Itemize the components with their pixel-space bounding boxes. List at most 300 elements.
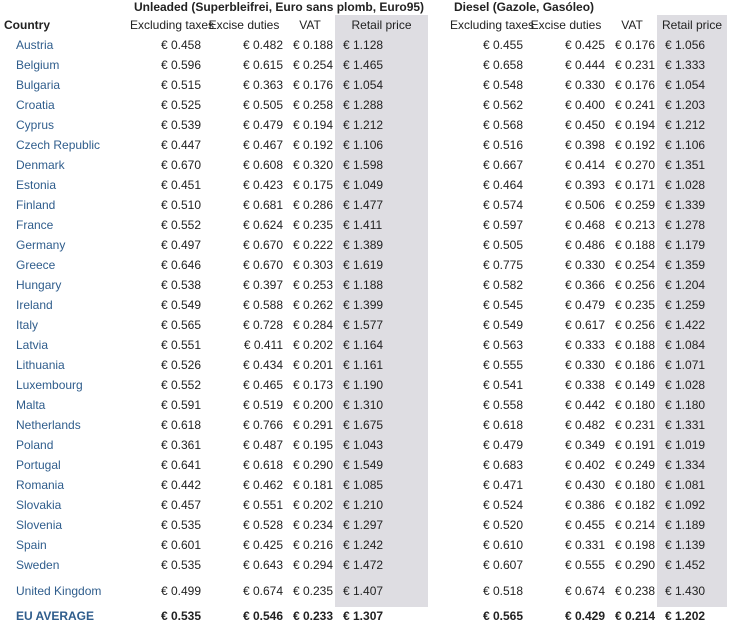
unleaded-vat-cell: € 0.181 bbox=[292, 478, 333, 492]
column-gap bbox=[428, 415, 450, 435]
country-link[interactable]: Luxembourg bbox=[16, 378, 83, 392]
diesel-vat-cell: € 0.235 bbox=[614, 298, 655, 312]
column-gap bbox=[727, 115, 753, 135]
diesel-retail-price-cell: € 1.204 bbox=[657, 275, 727, 295]
column-header-row bbox=[0, 15, 753, 35]
column-gap bbox=[727, 275, 753, 295]
column-gap bbox=[727, 295, 753, 315]
column-gap bbox=[428, 495, 450, 515]
diesel-excluding-taxes-cell: € 0.479 bbox=[482, 438, 523, 452]
column-gap bbox=[428, 215, 450, 235]
unleaded-excise-duties-cell: € 0.487 bbox=[242, 438, 283, 452]
unleaded-excluding-taxes-cell: € 0.457 bbox=[160, 498, 201, 512]
column-gap bbox=[727, 35, 753, 55]
unleaded-excise-duties-cell: € 0.615 bbox=[242, 58, 283, 72]
unleaded-retail-price-cell: € 1.598 bbox=[335, 155, 428, 175]
column-gap bbox=[428, 195, 450, 215]
column-gap bbox=[727, 75, 753, 95]
country-link[interactable]: Hungary bbox=[16, 278, 62, 292]
diesel-vat-cell: € 0.182 bbox=[614, 498, 655, 512]
country-link[interactable]: Italy bbox=[16, 318, 39, 332]
diesel-excise-duties-cell: € 0.331 bbox=[564, 538, 605, 552]
unleaded-retail-price-cell: € 1.043 bbox=[335, 435, 428, 455]
unleaded-excluding-taxes-cell: € 0.646 bbox=[160, 258, 201, 272]
unleaded-vat-cell: € 0.176 bbox=[292, 78, 333, 92]
country-link[interactable]: Romania bbox=[16, 478, 65, 492]
unleaded-excise-duties-cell: € 0.363 bbox=[242, 78, 283, 92]
column-gap bbox=[727, 315, 753, 335]
country-link[interactable]: Portugal bbox=[16, 458, 61, 472]
unleaded-vat-cell: € 0.188 bbox=[292, 38, 333, 52]
unleaded-retail-price-cell: € 1.242 bbox=[335, 535, 428, 555]
unleaded-excluding-taxes-header: Excluding taxes bbox=[130, 18, 215, 32]
column-gap bbox=[428, 575, 450, 607]
diesel-retail-price-cell: € 1.180 bbox=[657, 395, 727, 415]
unleaded-excise-duties-cell: € 0.505 bbox=[242, 98, 283, 112]
diesel-vat-header: VAT bbox=[621, 18, 643, 32]
country-link[interactable]: Germany bbox=[16, 238, 66, 252]
unleaded-vat-cell: € 0.258 bbox=[292, 98, 333, 112]
unleaded-retail-price-cell: € 1.310 bbox=[335, 395, 428, 415]
group-header-row bbox=[0, 0, 753, 15]
table-row bbox=[0, 495, 753, 515]
diesel-vat-cell: € 0.290 bbox=[614, 558, 655, 572]
country-link[interactable]: Lithuania bbox=[16, 358, 65, 372]
table-row bbox=[0, 515, 753, 535]
diesel-excluding-taxes-cell: € 0.455 bbox=[482, 38, 523, 52]
table-row bbox=[0, 555, 753, 575]
table-row bbox=[0, 575, 753, 607]
diesel-retail-price-cell: € 1.056 bbox=[657, 35, 727, 55]
diesel-vat-cell: € 0.214 bbox=[614, 518, 655, 532]
unleaded-vat-cell: € 0.303 bbox=[292, 258, 333, 272]
diesel-excluding-taxes-cell: € 0.524 bbox=[482, 498, 523, 512]
column-gap bbox=[727, 355, 753, 375]
table-row bbox=[0, 75, 753, 95]
column-gap bbox=[428, 95, 450, 115]
unleaded-retail-price-cell: € 1.164 bbox=[335, 335, 428, 355]
country-link[interactable]: Netherlands bbox=[16, 418, 81, 432]
diesel-vat-cell: € 0.270 bbox=[614, 158, 655, 172]
unleaded-retail-price-cell: € 1.307 bbox=[335, 607, 428, 625]
diesel-retail-price-cell: € 1.212 bbox=[657, 115, 727, 135]
column-gap bbox=[727, 395, 753, 415]
column-gap bbox=[428, 475, 450, 495]
unleaded-excluding-taxes-cell: € 0.591 bbox=[160, 398, 201, 412]
unleaded-excluding-taxes-cell: € 0.497 bbox=[160, 238, 201, 252]
diesel-vat-cell: € 0.214 bbox=[614, 609, 655, 623]
diesel-vat-cell: € 0.259 bbox=[614, 198, 655, 212]
unleaded-excluding-taxes-cell: € 0.670 bbox=[160, 158, 201, 172]
country-link[interactable]: Denmark bbox=[16, 158, 65, 172]
diesel-retail-price-cell: € 1.028 bbox=[657, 175, 727, 195]
diesel-excise-duties-cell: € 0.455 bbox=[564, 518, 605, 532]
diesel-excluding-taxes-cell: € 0.558 bbox=[482, 398, 523, 412]
unleaded-excise-duties-cell: € 0.465 bbox=[242, 378, 283, 392]
diesel-excluding-taxes-cell: € 0.582 bbox=[482, 278, 523, 292]
unleaded-excise-duties-header: Excise duties bbox=[208, 18, 280, 32]
unleaded-retail-price-cell: € 1.210 bbox=[335, 495, 428, 515]
column-gap bbox=[727, 195, 753, 215]
diesel-excluding-taxes-cell: € 0.520 bbox=[482, 518, 523, 532]
diesel-vat-cell: € 0.194 bbox=[614, 118, 655, 132]
diesel-retail-price-cell: € 1.054 bbox=[657, 75, 727, 95]
column-gap bbox=[428, 155, 450, 175]
diesel-excluding-taxes-cell: € 0.548 bbox=[482, 78, 523, 92]
column-gap bbox=[428, 295, 450, 315]
unleaded-excise-duties-cell: € 0.528 bbox=[242, 518, 283, 532]
unleaded-excluding-taxes-cell: € 0.442 bbox=[160, 478, 201, 492]
column-gap bbox=[727, 235, 753, 255]
diesel-excise-duties-cell: € 0.330 bbox=[564, 78, 605, 92]
column-gap bbox=[428, 515, 450, 535]
unleaded-excise-duties-cell: € 0.434 bbox=[242, 358, 283, 372]
diesel-excise-duties-cell: € 0.366 bbox=[564, 278, 605, 292]
diesel-excise-duties-cell: € 0.442 bbox=[564, 398, 605, 412]
unleaded-excise-duties-cell: € 0.728 bbox=[242, 318, 283, 332]
diesel-retail-price-cell: € 1.203 bbox=[657, 95, 727, 115]
country-link[interactable]: Malta bbox=[16, 398, 46, 412]
diesel-vat-cell: € 0.191 bbox=[614, 438, 655, 452]
diesel-retail-price-cell: € 1.019 bbox=[657, 435, 727, 455]
diesel-excluding-taxes-cell: € 0.541 bbox=[482, 378, 523, 392]
unleaded-excluding-taxes-cell: € 0.535 bbox=[160, 558, 201, 572]
diesel-retail-price-cell: € 1.084 bbox=[657, 335, 727, 355]
unleaded-excluding-taxes-cell: € 0.515 bbox=[160, 78, 201, 92]
country-link[interactable]: United Kingdom bbox=[16, 584, 102, 598]
unleaded-excise-duties-cell: € 0.423 bbox=[242, 178, 283, 192]
unleaded-retail-price-cell: € 1.128 bbox=[335, 35, 428, 55]
column-gap bbox=[428, 555, 450, 575]
table-row bbox=[0, 475, 753, 495]
diesel-excise-duties-cell: € 0.674 bbox=[564, 584, 605, 598]
column-gap bbox=[428, 315, 450, 335]
column-gap bbox=[727, 175, 753, 195]
table-row bbox=[0, 395, 753, 415]
diesel-excluding-taxes-cell: € 0.518 bbox=[482, 584, 523, 598]
diesel-retail-price-cell: € 1.202 bbox=[657, 607, 727, 625]
unleaded-retail-price-cell: € 1.399 bbox=[335, 295, 428, 315]
column-gap bbox=[727, 155, 753, 175]
diesel-excise-duties-cell: € 0.398 bbox=[564, 138, 605, 152]
country-link[interactable]: Spain bbox=[16, 538, 47, 552]
diesel-vat-cell: € 0.249 bbox=[614, 458, 655, 472]
country-link[interactable]: Slovakia bbox=[16, 498, 62, 512]
diesel-retail-price-cell: € 1.189 bbox=[657, 515, 727, 535]
country-link[interactable]: France bbox=[16, 218, 54, 232]
column-gap bbox=[727, 515, 753, 535]
diesel-excluding-taxes-cell: € 0.618 bbox=[482, 418, 523, 432]
table-row bbox=[0, 435, 753, 455]
table-row bbox=[0, 175, 753, 195]
diesel-excise-duties-cell: € 0.555 bbox=[564, 558, 605, 572]
diesel-retail-price-cell: € 1.334 bbox=[657, 455, 727, 475]
unleaded-excise-duties-cell: € 0.519 bbox=[242, 398, 283, 412]
diesel-excise-duties-cell: € 0.482 bbox=[564, 418, 605, 432]
column-gap bbox=[428, 135, 450, 155]
diesel-excluding-taxes-cell: € 0.610 bbox=[482, 538, 523, 552]
unleaded-excluding-taxes-cell: € 0.552 bbox=[160, 218, 201, 232]
column-gap bbox=[727, 415, 753, 435]
diesel-vat-cell: € 0.256 bbox=[614, 318, 655, 332]
unleaded-excise-duties-cell: € 0.670 bbox=[242, 238, 283, 252]
unleaded-vat-cell: € 0.233 bbox=[292, 609, 333, 623]
country-column-header: Country bbox=[4, 18, 50, 32]
column-gap bbox=[428, 535, 450, 555]
unleaded-excluding-taxes-cell: € 0.451 bbox=[160, 178, 201, 192]
diesel-vat-cell: € 0.176 bbox=[614, 78, 655, 92]
diesel-excise-duties-cell: € 0.450 bbox=[564, 118, 605, 132]
unleaded-excluding-taxes-cell: € 0.510 bbox=[160, 198, 201, 212]
column-gap bbox=[428, 275, 450, 295]
diesel-excise-duties-cell: € 0.486 bbox=[564, 238, 605, 252]
diesel-group-title: Diesel (Gazole, Gasóleo) bbox=[454, 0, 595, 14]
diesel-excluding-taxes-cell: € 0.597 bbox=[482, 218, 523, 232]
unleaded-excise-duties-cell: € 0.588 bbox=[242, 298, 283, 312]
country-link[interactable]: Greece bbox=[16, 258, 56, 272]
diesel-vat-cell: € 0.213 bbox=[614, 218, 655, 232]
table-row bbox=[0, 355, 753, 375]
average-row bbox=[0, 607, 753, 625]
unleaded-excluding-taxes-cell: € 0.361 bbox=[160, 438, 201, 452]
table-row bbox=[0, 255, 753, 275]
diesel-excluding-taxes-cell: € 0.563 bbox=[482, 338, 523, 352]
diesel-vat-cell: € 0.241 bbox=[614, 98, 655, 112]
unleaded-excise-duties-cell: € 0.479 bbox=[242, 118, 283, 132]
table-row bbox=[0, 115, 753, 135]
unleaded-excluding-taxes-cell: € 0.549 bbox=[160, 298, 201, 312]
diesel-vat-cell: € 0.149 bbox=[614, 378, 655, 392]
diesel-vat-cell: € 0.180 bbox=[614, 478, 655, 492]
unleaded-excluding-taxes-cell: € 0.525 bbox=[160, 98, 201, 112]
unleaded-vat-cell: € 0.253 bbox=[292, 278, 333, 292]
column-gap bbox=[727, 55, 753, 75]
unleaded-excise-duties-cell: € 0.397 bbox=[242, 278, 283, 292]
unleaded-retail-price-cell: € 1.106 bbox=[335, 135, 428, 155]
unleaded-retail-price-cell: € 1.389 bbox=[335, 235, 428, 255]
diesel-excluding-taxes-cell: € 0.683 bbox=[482, 458, 523, 472]
unleaded-excluding-taxes-cell: € 0.551 bbox=[160, 338, 201, 352]
diesel-excluding-taxes-cell: € 0.667 bbox=[482, 158, 523, 172]
country-link[interactable]: Austria bbox=[16, 38, 54, 52]
diesel-excise-duties-cell: € 0.506 bbox=[564, 198, 605, 212]
column-gap bbox=[428, 175, 450, 195]
unleaded-excluding-taxes-cell: € 0.618 bbox=[160, 418, 201, 432]
unleaded-excise-duties-cell: € 0.425 bbox=[242, 538, 283, 552]
country-link[interactable]: Poland bbox=[16, 438, 54, 452]
country-link[interactable]: Czech Republic bbox=[16, 138, 101, 152]
unleaded-vat-cell: € 0.173 bbox=[292, 378, 333, 392]
diesel-excluding-taxes-cell: € 0.562 bbox=[482, 98, 523, 112]
column-gap bbox=[428, 55, 450, 75]
column-gap bbox=[727, 555, 753, 575]
unleaded-excluding-taxes-cell: € 0.565 bbox=[160, 318, 201, 332]
unleaded-vat-cell: € 0.194 bbox=[292, 118, 333, 132]
unleaded-retail-price-cell: € 1.188 bbox=[335, 275, 428, 295]
diesel-excluding-taxes-cell: € 0.555 bbox=[482, 358, 523, 372]
column-gap bbox=[727, 95, 753, 115]
unleaded-retail-price-cell: € 1.049 bbox=[335, 175, 428, 195]
diesel-excise-duties-cell: € 0.479 bbox=[564, 298, 605, 312]
unleaded-excise-duties-cell: € 0.670 bbox=[242, 258, 283, 272]
unleaded-excise-duties-cell: € 0.681 bbox=[242, 198, 283, 212]
diesel-vat-cell: € 0.256 bbox=[614, 278, 655, 292]
diesel-retail-price-cell: € 1.359 bbox=[657, 255, 727, 275]
unleaded-excluding-taxes-cell: € 0.499 bbox=[160, 584, 201, 598]
table-row bbox=[0, 135, 753, 155]
diesel-retail-price-cell: € 1.430 bbox=[657, 575, 727, 607]
unleaded-excise-duties-cell: € 0.482 bbox=[242, 38, 283, 52]
table-row bbox=[0, 195, 753, 215]
table-row bbox=[0, 275, 753, 295]
diesel-retail-price-cell: € 1.028 bbox=[657, 375, 727, 395]
column-gap bbox=[727, 135, 753, 155]
unleaded-retail-price-cell: € 1.054 bbox=[335, 75, 428, 95]
unleaded-retail-price-cell: € 1.407 bbox=[335, 575, 428, 607]
column-gap bbox=[428, 607, 450, 625]
unleaded-excise-duties-cell: € 0.624 bbox=[242, 218, 283, 232]
table-row bbox=[0, 335, 753, 355]
diesel-retail-price-cell: € 1.081 bbox=[657, 475, 727, 495]
column-gap bbox=[727, 455, 753, 475]
unleaded-excise-duties-cell: € 0.462 bbox=[242, 478, 283, 492]
diesel-excise-duties-cell: € 0.402 bbox=[564, 458, 605, 472]
unleaded-vat-cell: € 0.195 bbox=[292, 438, 333, 452]
column-gap bbox=[428, 115, 450, 135]
unleaded-vat-header: VAT bbox=[299, 18, 321, 32]
column-gap bbox=[428, 235, 450, 255]
country-link[interactable]: Belgium bbox=[16, 58, 60, 72]
unleaded-excluding-taxes-cell: € 0.601 bbox=[160, 538, 201, 552]
country-link[interactable]: Slovenia bbox=[16, 518, 63, 532]
diesel-excluding-taxes-cell: € 0.568 bbox=[482, 118, 523, 132]
diesel-excise-duties-cell: € 0.414 bbox=[564, 158, 605, 172]
unleaded-retail-price-header: Retail price bbox=[335, 15, 428, 35]
unleaded-retail-price-cell: € 1.577 bbox=[335, 315, 428, 335]
diesel-excise-duties-cell: € 0.468 bbox=[564, 218, 605, 232]
column-gap bbox=[428, 75, 450, 95]
unleaded-vat-cell: € 0.216 bbox=[292, 538, 333, 552]
diesel-excluding-taxes-cell: € 0.574 bbox=[482, 198, 523, 212]
diesel-vat-cell: € 0.186 bbox=[614, 358, 655, 372]
unleaded-excluding-taxes-cell: € 0.539 bbox=[160, 118, 201, 132]
country-link[interactable]: Croatia bbox=[16, 98, 55, 112]
diesel-excise-duties-cell: € 0.400 bbox=[564, 98, 605, 112]
unleaded-vat-cell: € 0.284 bbox=[292, 318, 333, 332]
table-row bbox=[0, 155, 753, 175]
column-gap bbox=[428, 355, 450, 375]
diesel-excluding-taxes-cell: € 0.565 bbox=[482, 609, 523, 623]
unleaded-vat-cell: € 0.202 bbox=[292, 338, 333, 352]
column-gap bbox=[428, 455, 450, 475]
diesel-vat-cell: € 0.238 bbox=[614, 584, 655, 598]
unleaded-excluding-taxes-cell: € 0.641 bbox=[160, 458, 201, 472]
unleaded-vat-cell: € 0.234 bbox=[292, 518, 333, 532]
table-row bbox=[0, 215, 753, 235]
unleaded-excluding-taxes-cell: € 0.535 bbox=[160, 518, 201, 532]
unleaded-excluding-taxes-cell: € 0.526 bbox=[160, 358, 201, 372]
unleaded-excise-duties-cell: € 0.674 bbox=[242, 584, 283, 598]
table-row bbox=[0, 415, 753, 435]
country-link[interactable]: Cyprus bbox=[16, 118, 55, 132]
diesel-vat-cell: € 0.171 bbox=[614, 178, 655, 192]
unleaded-excise-duties-cell: € 0.766 bbox=[242, 418, 283, 432]
diesel-vat-cell: € 0.198 bbox=[614, 538, 655, 552]
diesel-retail-price-cell: € 1.139 bbox=[657, 535, 727, 555]
country-link[interactable]: Latvia bbox=[16, 338, 49, 352]
unleaded-retail-price-cell: € 1.619 bbox=[335, 255, 428, 275]
diesel-retail-price-cell: € 1.339 bbox=[657, 195, 727, 215]
column-gap bbox=[727, 575, 753, 607]
unleaded-vat-cell: € 0.175 bbox=[292, 178, 333, 192]
unleaded-vat-cell: € 0.201 bbox=[292, 358, 333, 372]
unleaded-excluding-taxes-cell: € 0.538 bbox=[160, 278, 201, 292]
average-label: EU AVERAGE bbox=[16, 609, 95, 623]
table-row bbox=[0, 455, 753, 475]
diesel-excluding-taxes-cell: € 0.658 bbox=[482, 58, 523, 72]
unleaded-vat-cell: € 0.192 bbox=[292, 138, 333, 152]
column-gap bbox=[727, 255, 753, 275]
diesel-vat-cell: € 0.180 bbox=[614, 398, 655, 412]
diesel-excluding-taxes-cell: € 0.775 bbox=[482, 258, 523, 272]
diesel-excluding-taxes-cell: € 0.471 bbox=[482, 478, 523, 492]
column-gap bbox=[727, 607, 753, 625]
diesel-retail-price-cell: € 1.422 bbox=[657, 315, 727, 335]
unleaded-vat-cell: € 0.235 bbox=[292, 584, 333, 598]
column-gap bbox=[428, 395, 450, 415]
diesel-vat-cell: € 0.192 bbox=[614, 138, 655, 152]
country-link[interactable]: Finland bbox=[16, 198, 56, 212]
unleaded-excluding-taxes-cell: € 0.447 bbox=[160, 138, 201, 152]
unleaded-retail-price-cell: € 1.477 bbox=[335, 195, 428, 215]
unleaded-excise-duties-cell: € 0.643 bbox=[242, 558, 283, 572]
diesel-retail-price-cell: € 1.452 bbox=[657, 555, 727, 575]
diesel-excluding-taxes-header: Excluding taxes bbox=[450, 18, 535, 32]
diesel-excluding-taxes-cell: € 0.516 bbox=[482, 138, 523, 152]
unleaded-vat-cell: € 0.294 bbox=[292, 558, 333, 572]
diesel-vat-cell: € 0.188 bbox=[614, 238, 655, 252]
unleaded-excluding-taxes-cell: € 0.535 bbox=[160, 609, 201, 623]
diesel-excise-duties-cell: € 0.333 bbox=[564, 338, 605, 352]
unleaded-vat-cell: € 0.320 bbox=[292, 158, 333, 172]
diesel-vat-cell: € 0.254 bbox=[614, 258, 655, 272]
unleaded-vat-cell: € 0.202 bbox=[292, 498, 333, 512]
unleaded-retail-price-cell: € 1.288 bbox=[335, 95, 428, 115]
country-link[interactable]: Estonia bbox=[16, 178, 57, 192]
country-link[interactable]: Bulgaria bbox=[16, 78, 61, 92]
table-row bbox=[0, 315, 753, 335]
diesel-vat-cell: € 0.176 bbox=[614, 38, 655, 52]
unleaded-vat-cell: € 0.235 bbox=[292, 218, 333, 232]
unleaded-excise-duties-cell: € 0.467 bbox=[242, 138, 283, 152]
unleaded-retail-price-cell: € 1.190 bbox=[335, 375, 428, 395]
country-link[interactable]: Ireland bbox=[16, 298, 53, 312]
table-body bbox=[0, 35, 753, 625]
diesel-retail-price-header: Retail price bbox=[657, 15, 727, 35]
column-gap bbox=[428, 335, 450, 355]
unleaded-excise-duties-cell: € 0.608 bbox=[242, 158, 283, 172]
unleaded-excise-duties-cell: € 0.551 bbox=[242, 498, 283, 512]
unleaded-excise-duties-cell: € 0.546 bbox=[242, 609, 283, 623]
diesel-excise-duties-cell: € 0.617 bbox=[564, 318, 605, 332]
diesel-excise-duties-cell: € 0.386 bbox=[564, 498, 605, 512]
diesel-vat-cell: € 0.231 bbox=[614, 58, 655, 72]
unleaded-excluding-taxes-cell: € 0.596 bbox=[160, 58, 201, 72]
country-link[interactable]: Sweden bbox=[16, 558, 60, 572]
diesel-excise-duties-cell: € 0.349 bbox=[564, 438, 605, 452]
diesel-retail-price-cell: € 1.351 bbox=[657, 155, 727, 175]
column-gap bbox=[727, 375, 753, 395]
